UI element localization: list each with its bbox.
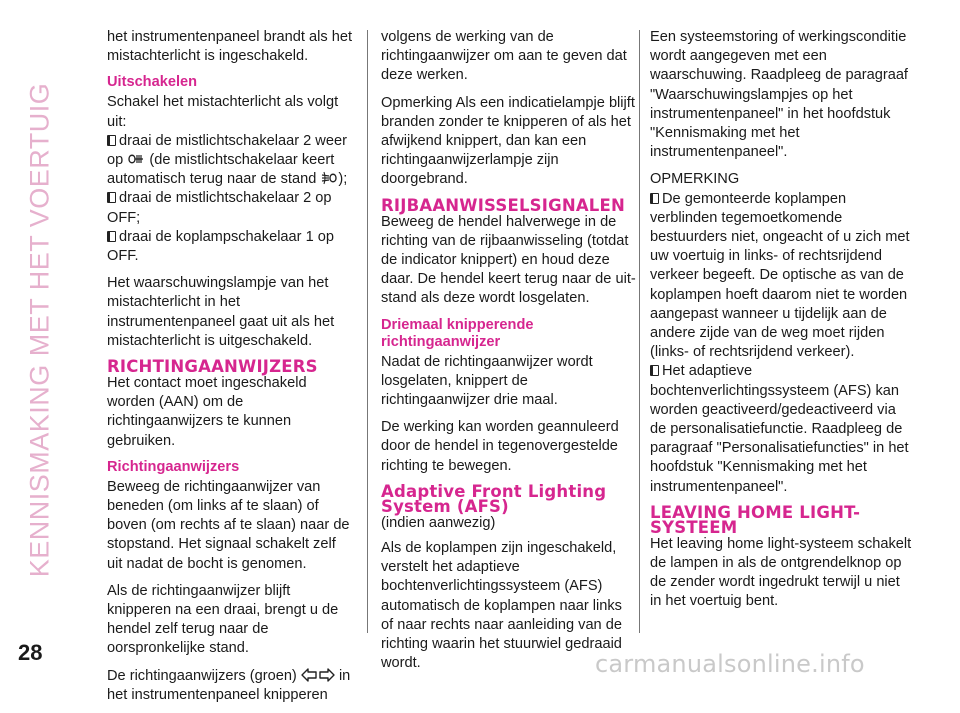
column-divider [639,30,640,633]
text: De richtingaanwijzers (groen) [107,667,297,684]
column-3 [650,28,912,620]
rear-fog-light-icon [127,152,145,166]
list-item [650,190,912,363]
note-label: OPMERKING [650,171,740,188]
list-item [107,228,355,266]
section-title: KENNISMAKING MET HET VOERTUIG [24,82,55,578]
paragraph: Opmerking Als een indicatielampje blijft branden zonder te knipperen of als het afwijkend knippert, dan kan een richtingaanwijzerlampje zijn doorgebrand. [381,94,635,188]
column-divider [367,30,368,633]
list-text: De gemonteerde koplampen verblinden tegemoetkomende bestuurders niet, ongeacht of u zich met uw voertuig in links- of rechtsrijdend verkeer begeeft. De optische as van de koplampen hoeft daarom niet te worden aangepast wanneer u tijdelijk aan de andere zijde van de weg moet rijden (links- of rechtsrijdend verkeer). [650,190,910,361]
section-heading-rijbaanwisselsignalen: RIJBAANWISSELSIGNALEN [381,195,625,215]
turn-signal-arrows-icon [301,668,335,682]
column-1 [107,28,355,713]
section-heading-richtingaanwijzers: RICHTINGAANWIJZERS [107,357,318,377]
list-text: draai de mistlichtschakelaar 2 weer op [107,132,347,169]
subheading-uitschakelen: Uitschakelen [107,74,198,91]
front-fog-light-icon [320,171,338,185]
list-item [107,189,355,227]
text: in het instrumentenpaneel knipperen [107,667,351,703]
bullet-icon [650,193,659,204]
bullet-icon [650,365,659,376]
section-heading-afs: Adaptive Front Lighting System (AFS) [381,481,607,516]
bullet-icon [107,231,116,242]
paragraph: De werking kan worden geannuleerd door de hendel in tegenovergestelde richting te bewegen. [381,419,619,474]
paragraph: het instrumentenpaneel brandt als het mistachterlicht is ingeschakeld. [107,29,353,65]
list-item [107,132,355,190]
paragraph [107,667,355,705]
paragraph: Schakel het mistachterlicht als volgt uit: [107,94,339,130]
list-text: draai de mistlichtschakelaar 2 op OFF; [107,190,332,226]
bullet-icon [107,135,116,146]
paragraph: Het contact moet ingeschakeld worden (AAN) om de richtingaanwijzers te kunnen gebruiken. [107,375,307,449]
column-2 [381,28,636,681]
list-text: (de mistlichtschakelaar keert automatisch terug naar de stand [107,152,335,188]
list-text: Het adaptieve bochtenverlichtingssysteem (AFS) kan worden geactiveerd/gedeactiveerd via de personalisatiefunctie. Raadpleeg de paragraaf "Personalisatiefuncties" in het hoofdstuk "Kennismaking met het instrumentenpaneel". [650,363,909,495]
list-text: draai de koplampschakelaar 1 op OFF. [107,228,334,265]
list-text: ); [338,171,348,188]
watermark: carmanualsonline.info [595,650,865,678]
page-number: 28 [18,640,43,665]
paragraph: Nadat de richtingaanwijzer wordt losgelaten, knippert de richtingaanwijzer drie maal. [381,353,593,409]
bullet-icon [107,192,116,203]
paragraph: Beweeg de richtingaanwijzer van beneden (om links af te slaan) of boven (om rechts af te slaan) naar de stopstand. Het signaal schakelt zelf uit nadat de bocht is genomen. [107,478,350,572]
subheading-driemaal: Driemaal knipperende richtingaanwijzer [381,316,534,350]
paragraph: (indien aanwezig) [381,514,496,531]
subheading-richtingaanwijzers: Richtingaanwijzers [107,458,240,475]
section-heading-leaving-home: LEAVING HOME LIGHT-SYSTEEM [650,502,861,537]
paragraph: volgens de werking van de richtingaanwijzer om aan te geven dat deze werken. [381,29,627,84]
paragraph: Het leaving home light-systeem schakelt de lampen in als de ontgrendelknop op de zender wordt ingedrukt terwijl u niet in het voertuig bent. [650,535,912,610]
paragraph: Als de richtingaanwijzer blijft knipperen na een draai, brengt u de hendel zelf terug naar de oorspronkelijke stand. [107,582,339,657]
list-item [650,362,912,496]
paragraph: Het waarschuwingslampje van het mistachterlicht in het instrumentenpaneel gaat uit als het mistachterlicht is uitgeschakeld. [107,275,335,349]
paragraph: Als de koplampen zijn ingeschakeld, verstelt het adaptieve bochtenverlichtingssysteem (AFS) automatisch de koplampen naar links of naar rechts naar aanleiding van de richting waarin het stuurwiel gedraaid wordt. [381,540,622,672]
paragraph: Beweeg de hendel halverwege in de richting van de rijbaanwisseling (totdat de indicator knippert) en houd deze daar. De hendel keert terug naar de uit-stand als deze wordt losgelaten. [381,213,636,307]
paragraph: Een systeemstoring of werkingsconditie wordt aangegeven met een waarschuwing. Raadpleeg de paragraaf "Waarschuwingslampjes op het instrumentenpaneel" in het hoofdstuk "Kennismaking met het instrumentenpaneel". [650,29,908,161]
sidebar [6,30,76,620]
